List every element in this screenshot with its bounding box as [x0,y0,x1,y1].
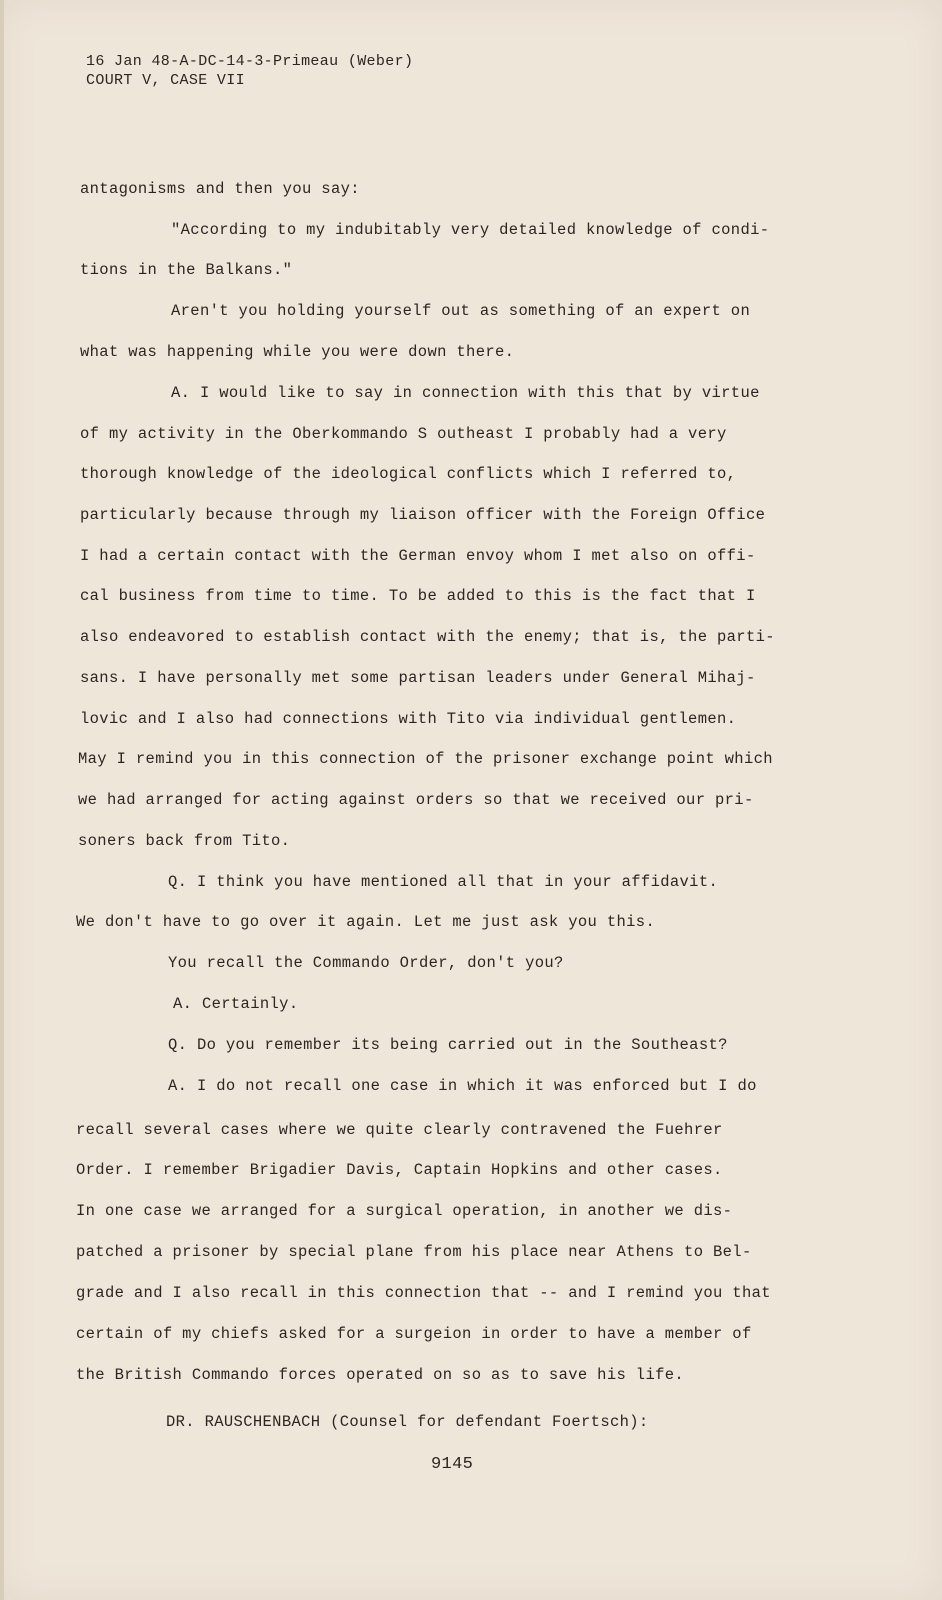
text-line: You recall the Commando Order, don't you? [168,954,564,972]
header-court: COURT V, CASE VII [86,72,245,89]
header-docket: 16 Jan 48-A-DC-14-3-Primeau (Weber) [86,53,414,70]
text-line: recall several cases where we quite clearly contravened the Fuehrer [76,1121,723,1139]
text-line: "According to my indubitably very detailed knowledge of condi- [171,221,770,239]
text-line: the British Commando forces operated on so as to save his life. [76,1366,685,1384]
text-line: A. I do not recall one case in which it was enforced but I do [168,1077,757,1095]
text-line: A. I would like to say in connection with this that by virtue [171,384,760,402]
text-line: of my activity in the Oberkommando S outheast I probably had a very [80,425,727,443]
text-line: certain of my chiefs asked for a surgeion in order to have a member of [76,1325,752,1343]
text-line: Order. I remember Brigadier Davis, Captain Hopkins and other cases. [76,1161,723,1179]
text-line: A. Certainly. [173,995,299,1013]
text-line: Q. Do you remember its being carried out in the Southeast? [168,1036,728,1054]
text-line: I had a certain contact with the German envoy whom I met also on offi- [80,547,756,565]
text-line: we had arranged for acting against orders so that we received our pri- [78,791,754,809]
text-line: patched a prisoner by special plane from his place near Athens to Bel- [76,1243,752,1261]
text-line: tions in the Balkans." [80,261,293,279]
speaker-line: DR. RAUSCHENBACH (Counsel for defendant Foertsch): [166,1413,649,1431]
text-line: soners back from Tito. [78,832,291,850]
text-line: particularly because through my liaison officer with the Foreign Office [80,506,766,524]
text-line: what was happening while you were down there. [80,343,515,361]
text-line: grade and I also recall in this connection that -- and I remind you that [76,1284,771,1302]
text-line: also endeavored to establish contact with the enemy; that is, the parti- [80,628,775,646]
text-line: In one case we arranged for a surgical operation, in another we dis- [76,1202,733,1220]
text-line: antagonisms and then you say: [80,180,360,198]
text-line: thorough knowledge of the ideological conflicts which I referred to, [80,465,737,483]
page-number: 9145 [431,1455,474,1474]
text-line: Q. I think you have mentioned all that in your affidavit. [168,873,719,891]
text-line: We don't have to go over it again. Let me just ask you this. [76,913,656,931]
text-line: Aren't you holding yourself out as something of an expert on [171,302,751,320]
text-line: cal business from time to time. To be added to this is the fact that I [80,587,756,605]
text-line: May I remind you in this connection of the prisoner exchange point which [78,750,773,768]
page-edge [0,0,4,1600]
text-line: lovic and I also had connections with Tito via individual gentlemen. [80,710,737,728]
text-line: sans. I have personally met some partisan leaders under General Mihaj- [80,669,756,687]
